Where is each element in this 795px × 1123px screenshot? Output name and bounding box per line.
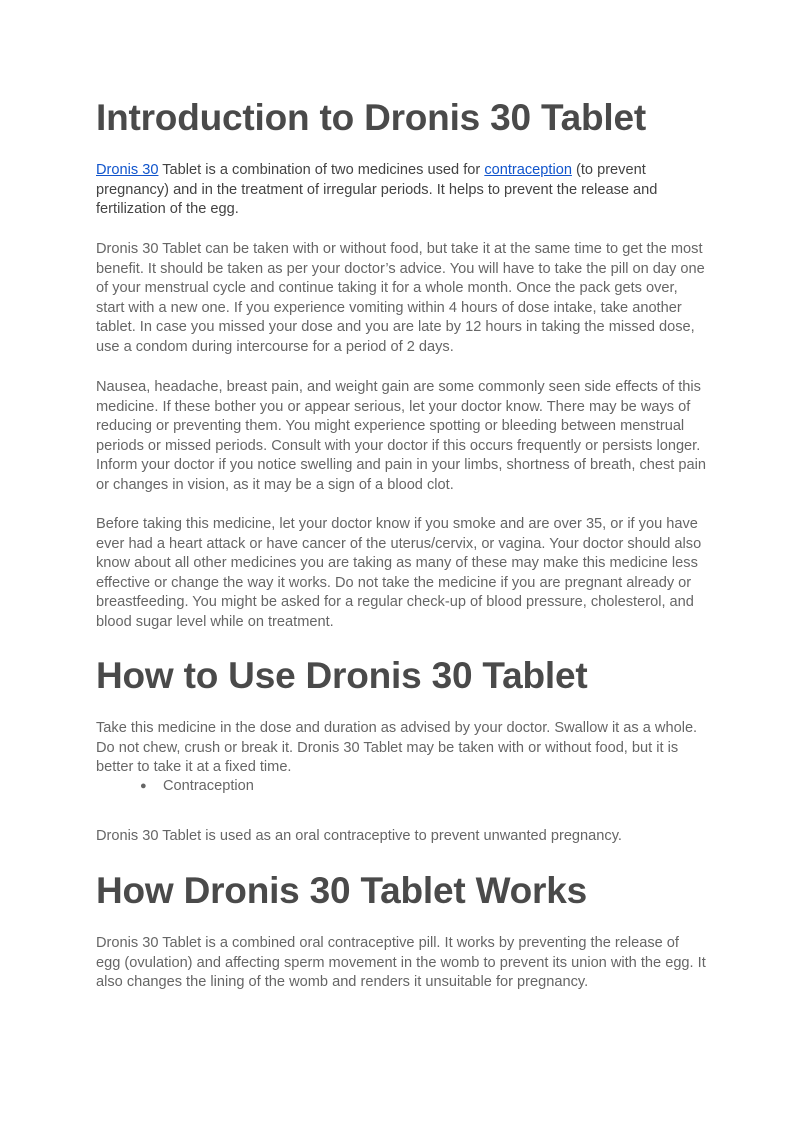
- dronis-30-link[interactable]: Dronis 30: [96, 162, 159, 178]
- how-it-works-paragraph: Dronis 30 Tablet is a combined oral contraceptive pill. It works by preventing the release of egg (ovulation) and affecting sperm movement in the womb to prevent its union with the egg. It also changes the lining of the womb and renders it unsuitable for pregnancy.: [96, 935, 706, 991]
- intro-paragraph-1-text-a: Tablet is a combination of two medicines used for: [158, 162, 485, 178]
- list-item: [96, 777, 254, 797]
- intro-paragraph-4: Before taking this medicine, let your doctor know if you smoke and are over 35, or if you have ever had a heart attack or have cancer of the uterus/cervix, or vagina. Your doctor should also know about all other medicines you are taking as many of these may make this medicine less effective or change the way it works. Do not take the medicine if you are pregnant already or breastfeeding. You might be asked for a regular check-up of blood pressure, cholesterol, and blood sugar level while on treatment.: [96, 516, 702, 630]
- intro-heading: Introduction to Dronis 30 Tablet: [96, 97, 646, 138]
- intro-paragraph-2: Dronis 30 Tablet can be taken with or without food, but take it at the same time to get the most benefit. It should be taken as per your doctor’s advice. You will have to take the pill on day one of your menstrual cycle and continue taking it for a whole month. Once the pack gets over, start with a new one. If you experience vomiting within 4 hours of dose intake, take another tablet. In case you missed your dose and you are late by 12 hours in taking the missed dose, use a condom during intercourse for a period of 2 days.: [96, 241, 705, 355]
- bullet-icon: ●: [140, 780, 147, 792]
- intro-paragraph-1: [96, 161, 706, 220]
- intro-paragraph-3: Nausea, headache, breast pain, and weight gain are some commonly seen side effects of this medicine. If these bother you or appear serious, let your doctor know. There may be ways of reducing or preventing them. You might experience spotting or bleeding between menstrual periods or missed periods. Consult with your doctor if this occurs frequently or persists longer. Inform your doctor if you notice swelling and pain in your limbs, shortness of breath, chest pain or changes in vision, as it may be a sign of a blood clot.: [96, 379, 707, 493]
- contraception-link[interactable]: contraception: [484, 162, 572, 178]
- uses-bullet-list: [96, 777, 254, 797]
- how-it-works-heading: How Dronis 30 Tablet Works: [96, 870, 587, 911]
- contraception-description: Dronis 30 Tablet is used as an oral contraceptive to prevent unwanted pregnancy.: [96, 828, 622, 844]
- how-to-use-paragraph: Take this medicine in the dose and duration as advised by your doctor. Swallow it as a whole. Do not chew, crush or break it. Dronis 30 Tablet may be taken with or without food, but it is better to take it at a fixed time.: [96, 720, 698, 776]
- list-item-label: Contraception: [163, 778, 254, 794]
- intro-paragraph-1-text-b: (to prevent pregnancy) and in the treatment of irregular periods. It helps to prevent the release and fertilization of the egg.: [96, 162, 658, 218]
- how-to-use-heading: How to Use Dronis 30 Tablet: [96, 655, 588, 696]
